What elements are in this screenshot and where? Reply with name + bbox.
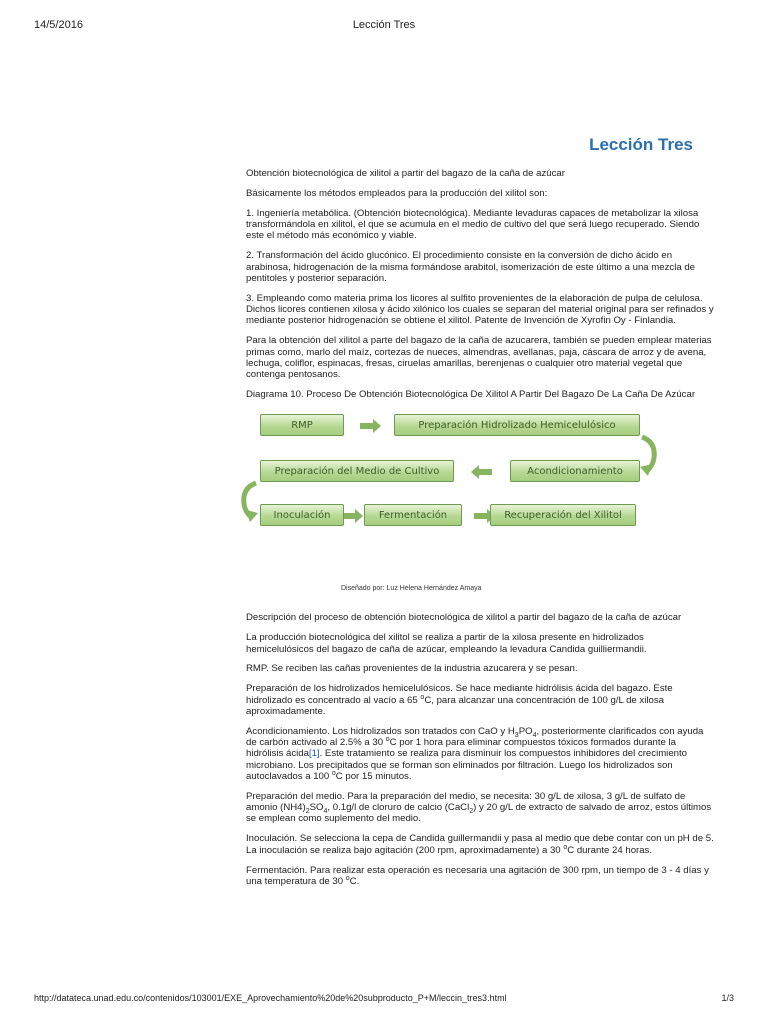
diagram-box-inoc: Inoculación [260, 504, 344, 526]
paragraph: La producción biotecnológica del xilitol se realiza a partir de la xilosa presente en hidrolizados hemicelulósicos del bagazo de caña de azúcar, empleando la levadura Candida guilliermandii. [246, 632, 647, 655]
paragraph: Acondicionamiento. Los hidrolizados son tratados con CaO y $H_3PO_4$, posteriormente clarificados con ayuda de carbón activado al 2.5% a 30 $^o$C por 1 hora para eliminar compuestos tóxicos formados durante la hidrólisis ácida[1]. Este tratamiento se realiza para disminuir los compuestos inhibidores del crecimiento microbiano. Los precipitados que se forman son eliminados por filtración. Luego los hidrolizados son autoclavados a 100 $^o$C por 15 minutos. [246, 725, 704, 782]
paragraph: 3. Empleando como materia prima los licores al sulfito provenientes de la elaboración de pulpa de celulosa. Dichos licores contienen xilosa y ácido xilónico los cuales se separan del material original para ser refinados y mediante posterior hidrogenación se obtiene el xilitol. Patente de Invención de Xyrofin Oy - Finlandia. [246, 292, 714, 327]
diagram-box-medio: Preparación del Medio de Cultivo [260, 460, 454, 482]
paragraph: Para la obtención del xilitol a parte del bagazo de la caña de azucarera, también se pueden emplear materias primas como, marlo del maíz, cortezas de nueces, almendras, avellanas, paja, cáscara de arroz y de avena, lechuga, coliflor, espinacas, fresas, ciruelas amarillas, berenjenas o cualquier otro material vegetal que contenga pentosanos. [246, 335, 712, 381]
paragraph: Obtención biotecnológica de xilitol a partir del bagazo de la caña de azúcar [246, 168, 565, 179]
diagram-box-hidrolizado: Preparación Hidrolizado Hemicelulósico [394, 414, 640, 436]
arrow-right-icon [360, 423, 374, 429]
paragraph: RMP. Se reciben las cañas provenientes de la industria azucarera y se pesan. [246, 663, 578, 675]
diagram-credit: Diseñado por: Luz Helena Hernández Amaya [341, 585, 482, 593]
paragraph: Preparación de los hidrolizados hemicelulósicos. Se hace mediante hidrólisis ácida del bagazo. Este hidrolizado es concentrado al vacío a 65 $^o$C, para alcanzar una concentración de 100 g/L de xilosa aproximadamente. [246, 683, 673, 717]
diagram-box-rmp: RMP [260, 414, 344, 436]
paragraph: Preparación del medio. Para la preparación del medio, se necesita: 30 g/L de xilosa, 3 g/L de sulfato de amonio $(NH4)_2SO_4$, 0.1g/l de cloruro de calcio (CaCl$_2$) y 20 g/L de extracto de salvado de arroz, estos últimos se emplean como suplemento del medio. [246, 790, 712, 825]
arrow-right-icon [344, 513, 356, 519]
process-diagram [246, 414, 714, 604]
diagram-caption: Diagrama 10. Proceso De Obtención Biotecnológica De Xilitol A Partir Del Bagazo De La Caña De Azúcar [246, 389, 696, 401]
print-page-number: 1/3 [721, 993, 734, 1003]
diagram-box-acond: Acondicionamiento [510, 460, 640, 482]
paragraph: 2. Transformación del ácido glucónico. El procedimiento consiste en la conversión de dicho ácido en arabinosa, hidrogenación de la misma formándose arabitol, isomerización de este último a una mezcla de pentitoles y posterior separación. [246, 250, 696, 284]
arrow-left-icon [478, 469, 492, 475]
diagram-box-recup: Recuperación del Xilitol [490, 504, 636, 526]
print-footer-url: http://datateca.unad.edu.co/contenidos/103001/EXE_Aprovechamiento%20de%20subproducto_P+M/leccin_tres3.html [34, 993, 507, 1003]
paragraph: 1. Ingeniería metabólica. (Obtención biotecnológica). Mediante levaduras capaces de metabolizar la xilosa transformándola en xilitol, el que se acumula en el medio de cultivo del que será luego recuperado. Siendo este el método más económico y viable. [246, 207, 700, 242]
diagram-box-ferm: Fermentación [364, 504, 462, 526]
paragraph: Descripción del proceso de obtención biotecnológica de xilitol a partir del bagazo de la caña de azúcar [246, 612, 682, 624]
paragraph: Fermentación. Para realizar esta operación es necesaria una agitación de 300 rpm, un tiempo de 3 - 4 días y una temperatura de 30 $^o$C. [246, 864, 709, 887]
curve-arrow-down-icon [236, 480, 260, 524]
curve-arrow-down-icon [638, 434, 662, 478]
paragraph: Básicamente los métodos empleados para la producción del xilitol son: [246, 187, 548, 199]
lesson-content [246, 168, 714, 896]
page-title: Lección Tres [589, 135, 693, 154]
print-header-title: Lección Tres [352, 19, 416, 31]
arrow-right-icon [474, 513, 488, 519]
print-date: 14/5/2016 [34, 19, 83, 31]
paragraph: Inoculación. Se selecciona la cepa de Candida guillermandii y pasa al medio que debe contar con un pH de 5. La inoculación se realiza bajo agitación (200 rpm, aproximadamente) a 30 $^o$C durante 24 horas. [246, 833, 714, 856]
footnote-link[interactable]: [1] [308, 748, 320, 760]
